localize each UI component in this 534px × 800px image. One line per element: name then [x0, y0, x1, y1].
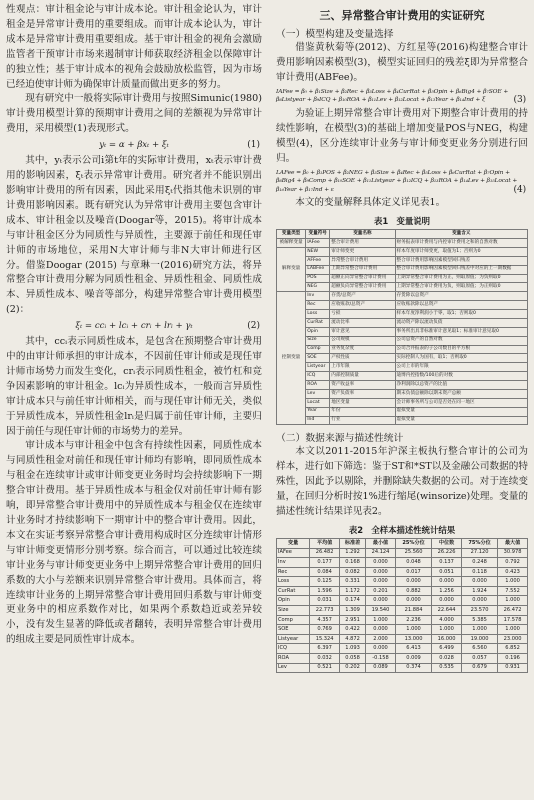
table-row: [277, 310, 528, 319]
table-cell: 财务报表审计费用与内控审计费用之和的自然对数: [395, 239, 527, 248]
left-column: [6, 3, 262, 648]
section-heading: 三、异常整合审计费用的实证研究: [319, 9, 485, 22]
body-paragraph: 审计成本与审计租金中包含有持续性因素，同质性成本与同质性租金对前任和现任审计师均有影响，即同质性成本与租金在连续审计或审计师变更业务时均会持续影响下一期整合审计费用。基于异质性成本与租金仅对前任审计师有影响，即异常整合审计费用中的异质性成本与租金仅在连续审计业务时才持续影响下一期审计中的整合审计费用。因此，本文在实证考察异常整合审计费用构成时区分连续审计情形与审计师变更情形分别考察。综合而言，可以通过比较连续审计业务与审计师变更业务中上期异常整合审计费用的回归系数的大小与差额来识别异常整合审计费用。具体而言，将连续审计业务的上期异常整合审计费用回归系数与审计师变更业务中的相应系数作对比，如果两个系数趋近或差异较小，没有发生显著的降低或者翻转，表明异常整合审计费用的组成主要是同质性审计成本。: [6, 440, 262, 646]
equation-body: ξₜ = ccᵢ + lcᵢ + crᵢ + lrᵢ + γₜ: [75, 321, 193, 332]
table-cell: Loss: [306, 310, 330, 319]
table-cell: Lev: [277, 663, 310, 673]
table-cell: Listyear: [306, 363, 330, 372]
table-cell: 0.000: [366, 644, 396, 654]
table-cell: 0.084: [310, 567, 340, 577]
table-row: [277, 644, 528, 654]
table-cell: 23.570: [461, 606, 497, 616]
equation-number: (3): [513, 95, 526, 106]
table-header-cell: 最大值: [498, 539, 528, 549]
table-cell: 0.118: [461, 567, 497, 577]
table-cell: 22.773: [310, 606, 340, 616]
table-cell: 资产负债率: [330, 389, 395, 398]
table-row: [277, 327, 528, 336]
equation-body: LAFee = β₀ + β₁POS + β₂NEG + β₃Size + β₄Rec + β₅Loss + β₆CurRat + β₇Opin + β₈Big4 + β₉Comp + β₁₀SOE + β₁₁Listyear + β₁₂ICQ + β₁₃ROA + β₁₄Lev + β₁₅Locat + β₁₆Year + β₁₇Ind + ε: [276, 169, 518, 193]
table-cell: 0.535: [432, 663, 462, 673]
table-cell: 1.000: [498, 596, 528, 606]
table-cell: 资产收益率: [330, 381, 395, 390]
table-cell: IAFee: [277, 548, 310, 558]
table-cell: 21.884: [395, 606, 431, 616]
table-cell: 业务复杂度: [330, 345, 395, 354]
table-row: [277, 653, 528, 663]
table-cell: 超额负向异常整合审计费用: [330, 283, 395, 292]
table-2: [276, 538, 528, 673]
subsection-heading: （一）模型构建及变量选择: [276, 29, 394, 40]
table-header-cell: 平均值: [310, 539, 340, 549]
table-cell: CurRat: [306, 318, 330, 327]
body-paragraph: 现有研究中一般将实际审计费用与按照Simunic(1980)审计费用模型计算的预期审计费用之间的差额视为异常审计费用，采用模型(1)表现形式。: [6, 93, 262, 135]
table-cell: Opin: [277, 596, 310, 606]
body-paragraph: 其中，ccᵢ表示同质性成本，是包含在预期整合审计费用中的由审计师承担的审计成本，不因前任审计师或是现任审计师市场势力而发生变化，crᵢ表示同质性租金，被竹杠和竞争因素影响的审计租金。lcᵢ为异质性成本，一般而言异质性审计成本只与前任审计师相关，而与现任审计师无关，类似于异质性成本，异质性租金lrᵢ是归属于前任审计师，主要归因于前任与现任审计师的市场势力的差异。: [6, 336, 262, 437]
body-paragraph: 借鉴黄秋菊等(2012)、方红星等(2016)构建整合审计费用影响因素模型(3)，模型实证回归的残差ξ即为异常整合审计费用(ABFee)。: [276, 42, 528, 83]
table-header-row: [277, 539, 528, 549]
equation-body: yₜ = α + βxₜ + ξₜ: [99, 140, 169, 151]
table-cell: 0.000: [432, 596, 462, 606]
table-cell: 上期异常整合审计费用为负，则取原值；为正则取0: [395, 283, 527, 292]
table-cell: Rec: [277, 567, 310, 577]
body-paragraph: 性观点：审计租金论与审计成本论。审计租金论认为，审计租金是异常审计费用的重要组成。而审计成本论认为，审计成本是异常审计费用重要组成。基于审计租金的视角会激励监管者干预审计市场来遏制审计师获取经济租金以保障审计的独立性；基于审计成本的视角会鼓励放松监管，因为市场已经迫使审计师为确保审计质量而做出更多的努力。: [6, 4, 262, 90]
table-cell: 5.385: [461, 615, 497, 625]
table-cell: 0.196: [498, 653, 528, 663]
table-cell: 异常整合审计费用: [330, 256, 395, 265]
table-row: [277, 336, 528, 345]
table-row: [277, 354, 528, 363]
table-cell: Inv: [306, 292, 330, 301]
table-cell: 净利润除以总资产的比值: [395, 381, 527, 390]
equation-number: (4): [513, 184, 526, 195]
table-cell: 30.978: [498, 548, 528, 558]
table-cell: 1.000: [498, 625, 528, 635]
equation-2: [6, 320, 262, 333]
table-category-cell: 控制变量: [277, 292, 306, 425]
table-row: [277, 606, 528, 616]
table-category-cell: 解释变量: [277, 247, 306, 291]
table-cell: 0.058: [340, 653, 366, 663]
table-cell: 0.057: [461, 653, 497, 663]
table-cell: 0.051: [432, 567, 462, 577]
table-cell: ROA: [306, 381, 330, 390]
table-category-cell: 被解释变量: [277, 239, 306, 248]
table-cell: 迪博内控指数/100后的对数: [395, 372, 527, 381]
table-cell: Lev: [306, 389, 330, 398]
table-cell: 26.472: [498, 606, 528, 616]
table-row: [277, 247, 528, 256]
table-row: [277, 372, 528, 381]
table-1-caption: 表1 变量说明: [373, 216, 431, 227]
table-1: [276, 229, 528, 425]
table-cell: 1.172: [340, 586, 366, 596]
table-cell: 19.000: [461, 634, 497, 644]
table-cell: Rec: [306, 301, 330, 310]
right-column: [276, 3, 528, 673]
table-cell: 内部控制质量: [330, 372, 395, 381]
table-cell: 事务所出具非标准审计意见取1；标准审计意见取0: [395, 327, 527, 336]
table-cell: NEG: [306, 283, 330, 292]
table-cell: 0.769: [310, 625, 340, 635]
table-row: [277, 301, 528, 310]
table-cell: 0.423: [498, 567, 528, 577]
table-cell: 6.852: [498, 644, 528, 654]
table-cell: 0.931: [498, 663, 528, 673]
table-cell: 1.924: [461, 586, 497, 596]
table-cell: 应收账款/总资产: [330, 301, 395, 310]
table-cell: 0.202: [340, 663, 366, 673]
table-cell: SOE: [306, 354, 330, 363]
table-cell: 1.093: [340, 644, 366, 654]
table-cell: 0.000: [366, 567, 396, 577]
table-cell: ICQ: [306, 372, 330, 381]
table-cell: LABFee: [306, 265, 330, 274]
table-cell: 25.560: [395, 548, 431, 558]
table-cell: 0.679: [461, 663, 497, 673]
table-cell: 4.872: [340, 634, 366, 644]
table-cell: 样本年度净利润小于零，取1；否则取0: [395, 310, 527, 319]
table-row: [277, 586, 528, 596]
table-cell: 17.578: [498, 615, 528, 625]
table-header-row: [277, 230, 528, 239]
table-header-cell: 变量类型: [277, 230, 306, 239]
table-row: [277, 663, 528, 673]
table-cell: 26.226: [432, 548, 462, 558]
table-row: [277, 416, 528, 425]
table-cell: Comp: [306, 345, 330, 354]
table-row: [277, 398, 528, 407]
equation-3: [276, 88, 528, 105]
table-cell: ROA: [277, 653, 310, 663]
table-cell: 0.168: [340, 558, 366, 568]
table-cell: 审计意见: [330, 327, 395, 336]
table-cell: 0.125: [310, 577, 340, 587]
table-cell: 公司总资产的自然对数: [395, 336, 527, 345]
table-cell: 4.357: [310, 615, 340, 625]
table-cell: 公司合并报表的子公司数目的平方根: [395, 345, 527, 354]
table-cell: 上期异常整合审计费用: [330, 265, 395, 274]
table-row: [277, 567, 528, 577]
table-cell: 实际控制人为国有，取1；否则取0: [395, 354, 527, 363]
table-row: [277, 274, 528, 283]
table-cell: 流动资产除以流动负债: [395, 318, 527, 327]
table-cell: 26.482: [310, 548, 340, 558]
table-cell: 上市年限: [330, 363, 395, 372]
table-cell: 上期异常整合审计费用为正，则取原值；为负则取0: [395, 274, 527, 283]
table-cell: 7.552: [498, 586, 528, 596]
table-cell: NEW: [306, 247, 330, 256]
table-cell: 0.032: [310, 653, 340, 663]
table-cell: 年份: [330, 407, 395, 416]
table-cell: 0.331: [340, 577, 366, 587]
table-cell: 0.000: [461, 577, 497, 587]
table-cell: 0.000: [395, 577, 431, 587]
subsection-heading: （二）数据来源与描述性统计: [276, 433, 404, 445]
table-cell: 整合审计费用: [330, 239, 395, 248]
table-header-cell: 变量符号: [306, 230, 330, 239]
table-cell: 0.792: [498, 558, 528, 568]
table-cell: AFFee: [306, 256, 330, 265]
table-cell: 0.009: [395, 653, 431, 663]
table-row: [277, 283, 528, 292]
table-row: [277, 265, 528, 274]
table-cell: 0.374: [395, 663, 431, 673]
table-header-cell: 最小值: [366, 539, 396, 549]
table-header-cell: 标准差: [340, 539, 366, 549]
table-cell: 15.324: [310, 634, 340, 644]
table-cell: 2.000: [366, 634, 396, 644]
equation-number: (1): [247, 140, 260, 151]
table-cell: 0.082: [340, 567, 366, 577]
table-cell: 0.521: [310, 663, 340, 673]
table-cell: 流动比率: [330, 318, 395, 327]
table-cell: 0.028: [432, 653, 462, 663]
table-cell: 1.000: [395, 625, 431, 635]
table-cell: 样本年度审计师变更，取值为1；否则为0: [395, 247, 527, 256]
table-cell: SOE: [277, 625, 310, 635]
table-cell: 0.000: [461, 596, 497, 606]
table-cell: 0.000: [366, 558, 396, 568]
table-cell: Opin: [306, 327, 330, 336]
table-cell: 24.124: [366, 548, 396, 558]
table-cell: 会计师事务所与公司是否处在同一地区: [395, 398, 527, 407]
body-paragraph: 其中，yₜ表示公司i第t年的实际审计费用，xₜ表示审计费用的影响因素，ξₜ表示异常审计费用。研究者并不能识别出影响审计费用的所有因素，因此采用ξₜ代指其他未识别的审计费用影响因素。既有研究认为异常审计费用主要包含审计成本、审计租金以及噪音(Doogar等，2015)。将审计成本与审计租金区分为同质性与异质性，主要源于前任和现任审计师的市场地位，采用N大审计师与非N大审计师进行区分。借鉴Doogar (2015) 与章琳一(2016)研究方法，将异常整合审计费用分解为同质性租金、异质性租金、同质性成本、异质性成本、噪音等部分，构建异常整合审计费用模型(2)：: [6, 155, 262, 316]
table-cell: 0.137: [432, 558, 462, 568]
table-cell: 1.000: [432, 625, 462, 635]
table-row: [277, 558, 528, 568]
table-cell: Listyear: [277, 634, 310, 644]
table-cell: 1.596: [310, 586, 340, 596]
table-cell: Size: [277, 606, 310, 616]
table-row: [277, 318, 528, 327]
table-cell: 0.000: [366, 596, 396, 606]
table-cell: 0.000: [366, 625, 396, 635]
table-cell: 6.499: [432, 644, 462, 654]
table-cell: Comp: [277, 615, 310, 625]
table-cell: 产权性质: [330, 354, 395, 363]
table-row: [277, 363, 528, 372]
table-header-cell: 变量名称: [330, 230, 395, 239]
body-paragraph: 本文的变量解释具体定义详见表1。: [295, 197, 446, 209]
table-cell: 1.256: [432, 586, 462, 596]
equation-number: (2): [247, 321, 260, 332]
table-cell: 亏损: [330, 310, 395, 319]
table-cell: 6.397: [310, 644, 340, 654]
table-cell: 0.177: [310, 558, 340, 568]
table-row: [277, 625, 528, 635]
table-cell: 0.000: [395, 596, 431, 606]
table-cell: Ind: [306, 416, 330, 425]
table-row: [277, 577, 528, 587]
table-cell: 公司规模: [330, 336, 395, 345]
table-cell: Size: [306, 336, 330, 345]
table-cell: 公司上市的年限: [395, 363, 527, 372]
table-cell: Locat: [306, 398, 330, 407]
table-cell: 存货除以总资产: [395, 292, 527, 301]
table-cell: 地区变量: [330, 398, 395, 407]
table-row: [277, 634, 528, 644]
table-cell: 1.000: [498, 577, 528, 587]
table-header-cell: 25%分位: [395, 539, 431, 549]
table-cell: 期末负债总额除以期末资产总额: [395, 389, 527, 398]
table-cell: ICQ: [277, 644, 310, 654]
table-cell: 超额正向异常整合审计费用: [330, 274, 395, 283]
table-cell: Year: [306, 407, 330, 416]
table-cell: 2.236: [395, 615, 431, 625]
table-cell: 1.309: [340, 606, 366, 616]
equation-body: IAFee = β₀ + β₁Size + β₂Rec + β₃Loss + β₄CurRat + β₅Opin + β₆Big4 + β₇SOE + β₈Listyear + β₉ICQ + β₁₀ROA + β₁₁Lev + β₁₂Locat + β₁₃Year + β₁₄Ind + ξ: [276, 88, 509, 104]
table-row: [277, 381, 528, 390]
table-row: [277, 292, 528, 301]
table-cell: Inv: [277, 558, 310, 568]
table-row: [277, 239, 528, 248]
body-paragraph: 为验证上期异常整合审计费用对下期整合审计费用的持续性影响，在模型(3)的基础上增加变量POS与NEG，构建模型(4)，区分连续审计业务与审计师变更业务分别进行回归。: [276, 107, 528, 164]
equation-4: [276, 169, 528, 195]
table-cell: 6.560: [461, 644, 497, 654]
table-cell: 0.000: [432, 577, 462, 587]
table-cell: 0.031: [310, 596, 340, 606]
table-cell: 19.540: [366, 606, 396, 616]
table-cell: 0.174: [340, 596, 366, 606]
equation-1: [6, 139, 262, 152]
table-row: [277, 548, 528, 558]
table-row: [277, 407, 528, 416]
table-header-cell: 中位数: [432, 539, 462, 549]
body-paragraph: 本文以2011-2015年沪深主板执行整合审计的公司为样本，进行如下筛选：鉴于ST和*ST以及金融公司数据的特殊性，因此予以剔除，并删除缺失数据的公司。对于连续变量，在回归分析时按1%进行缩尾(winsorize)处理。变量的描述性统计结果详见表2。: [276, 446, 528, 518]
table-cell: 22.644: [432, 606, 462, 616]
table-cell: 6.413: [395, 644, 431, 654]
table-cell: 4.000: [432, 615, 462, 625]
table-cell: 存货/总资产: [330, 292, 395, 301]
table-cell: Loss: [277, 577, 310, 587]
table-header-cell: 75%分位: [461, 539, 497, 549]
table-cell: 虚拟变量: [395, 416, 527, 425]
table-cell: 0.422: [340, 625, 366, 635]
table-cell: 0.089: [366, 663, 396, 673]
table-cell: 整合审计费用影响因素模型回归残差: [395, 256, 527, 265]
table-cell: 0.201: [366, 586, 396, 596]
table-cell: 13.000: [395, 634, 431, 644]
table-row: [277, 596, 528, 606]
table-cell: 0.000: [366, 577, 396, 587]
table-row: [277, 389, 528, 398]
table-header-cell: 变量: [277, 539, 310, 549]
table-cell: CurRat: [277, 586, 310, 596]
table-cell: 0.248: [461, 558, 497, 568]
table-cell: 审计师变更: [330, 247, 395, 256]
table-cell: 0.882: [395, 586, 431, 596]
table-cell: 1.000: [366, 615, 396, 625]
table-cell: 0.048: [395, 558, 431, 568]
table-cell: 应收账款除以总资产: [395, 301, 527, 310]
table-header-cell: 变量含义: [395, 230, 527, 239]
table-cell: 27.120: [461, 548, 497, 558]
table-row: [277, 256, 528, 265]
table-row: [277, 345, 528, 354]
table-cell: 1.292: [340, 548, 366, 558]
table-cell: 行业: [330, 416, 395, 425]
table-2-caption: 表2 全样本描述性统计结果: [348, 525, 456, 535]
table-cell: 1.000: [461, 625, 497, 635]
table-cell: POS: [306, 274, 330, 283]
table-cell: 2.951: [340, 615, 366, 625]
table-cell: IAFee: [306, 239, 330, 248]
table-cell: 23.000: [498, 634, 528, 644]
table-cell: 整合审计费用影响因素模型回归残差中对应的上一期数据: [395, 265, 527, 274]
table-cell: 16.000: [432, 634, 462, 644]
table-row: [277, 615, 528, 625]
table-cell: -0.158: [366, 653, 396, 663]
table-cell: 虚拟变量: [395, 407, 527, 416]
table-cell: 0.017: [395, 567, 431, 577]
